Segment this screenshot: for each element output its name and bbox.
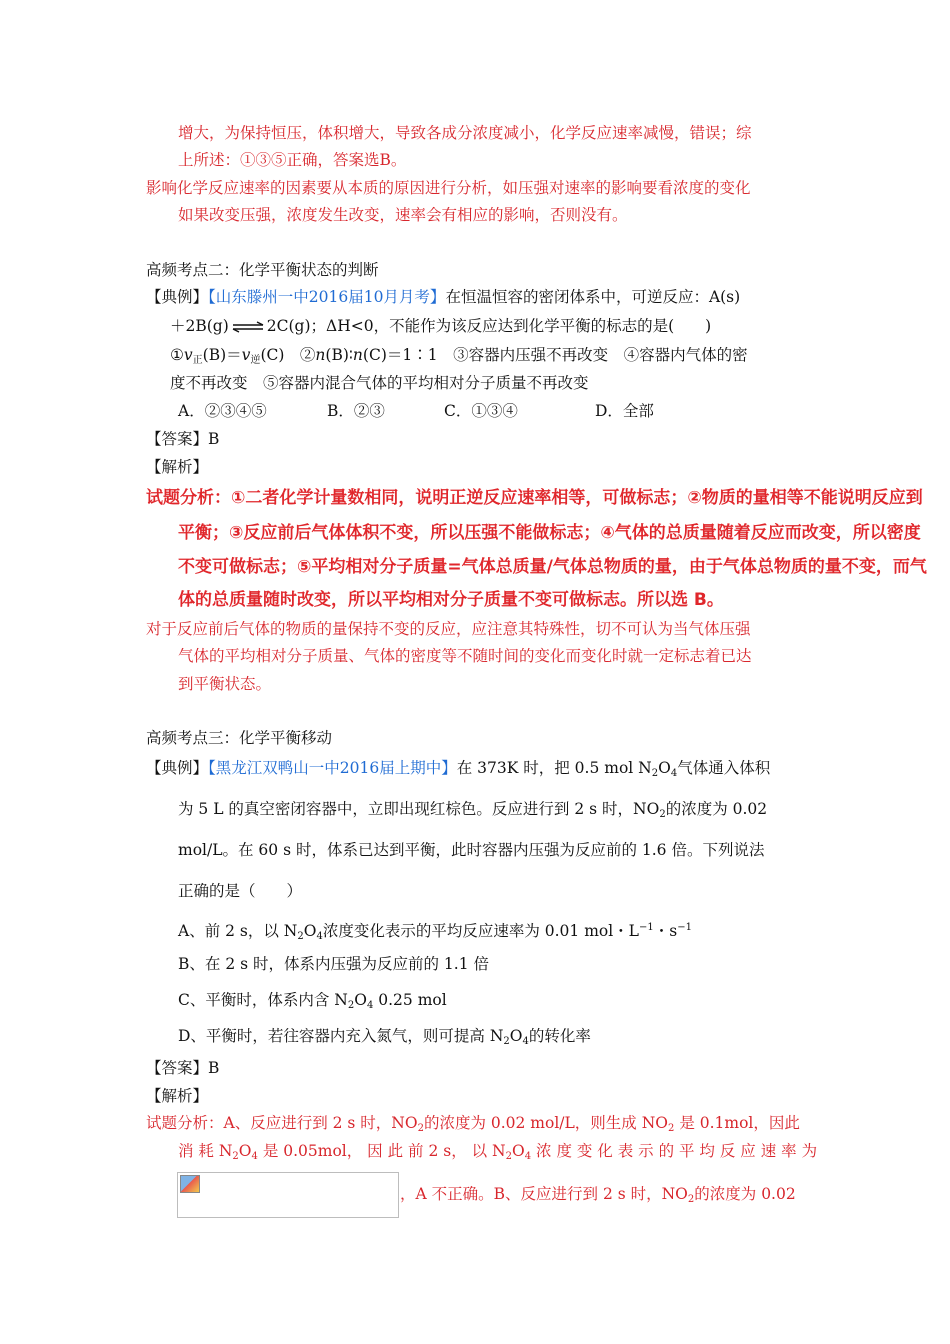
subscript: 2 [651,768,659,779]
tip-text-line: 影响化学反应速率的因素要从本质的原因进行分析，如压强对速率的影响要看浓度的变化 [146,179,751,197]
answer-label: 【答案】B [146,1059,220,1077]
section-title: 高频考点三：化学平衡移动 [146,729,333,747]
source-tag: 【山东滕州一中2016届10月月考】 [208,288,446,306]
subscript: 逆 [250,355,261,366]
example-tag: 【典例】 [146,759,209,777]
broken-image-placeholder [177,1172,399,1218]
question-text: ＋2B(g) [170,317,229,335]
option-a: A．②③④⑤ [178,402,267,420]
source-tag: 【黑龙江双鸭山一中2016届上期中】 [208,759,457,777]
subscript: 2 [505,1151,512,1162]
question-text: 为 5 L 的真空密闭容器中，立即出现红棕色。反应进行到 2 s 时，NO [178,800,660,818]
analysis-text-line [400,1183,796,1211]
option-text: C、平衡时，体系内含 N [178,991,348,1009]
analysis-text: 消 耗 N [178,1142,233,1160]
analysis-text-line [146,1112,800,1140]
analysis-text: O [238,1142,252,1160]
variable-v: v [241,346,251,364]
variable-n: n [352,346,363,364]
analysis-text-line [178,1140,817,1168]
section-title: 高频考点二：化学平衡状态的判断 [146,261,379,279]
question-text: (C) ② [260,346,316,364]
question-text: O [658,759,671,777]
question-text: ① [170,346,184,364]
option-text: D、平衡时，若往容器内充入氮气，则可提高 N [178,1027,504,1045]
option-text: 浓度变化表示的平均反应速率为 0.01 mol・L [322,922,639,940]
analysis-text-line: 上所述：①③⑤正确，答案选B。 [178,151,407,169]
analysis-label: 【解析】 [146,458,209,476]
analysis-text: 是 0.1mol，因此 [674,1114,800,1132]
variable-n: n [315,346,326,364]
question-line: 度不再改变 ⑤容器内混合气体的平均相对分子质量不再改变 [170,374,589,392]
question-line [170,344,748,372]
question-line [146,286,740,308]
subscript: 2 [659,809,666,820]
subscript: 2 [347,1000,355,1011]
subscript: 2 [297,931,304,942]
question-text: 在恒温恒容的密闭体系中，可逆反应：A(s) [445,288,741,306]
answer-label: 【答案】B [146,430,220,448]
question-text: (B)∶ [325,346,353,364]
analysis-text: ，A 不正确。B、反应进行到 2 s 时，NO [400,1185,688,1203]
subscript: 2 [687,1194,695,1205]
option-text: 0.25 mol [373,991,447,1009]
option-d [178,1025,591,1053]
analysis-text: 浓 度 变 化 表 示 的 平 均 反 应 速 率 为 [531,1142,818,1160]
question-text: 气体通入体积 [677,759,771,777]
subscript: 2 [417,1123,424,1134]
option-c [178,989,447,1017]
equilibrium-arrow-icon [231,321,265,333]
option-d: D．全部 [595,402,654,420]
subscript: 4 [366,1000,374,1011]
option-text: 的转化率 [528,1027,591,1045]
option-text: A、前 2 s，以 N [178,922,298,940]
tip-text-line: 如果改变压强，浓度发生改变，速率会有相应的影响，否则没有。 [178,206,628,224]
tip-text-line: 到平衡状态。 [178,675,272,693]
question-line: mol/L。在 60 s 时，体系已达到平衡，此时容器内压强为反应前的 1.6 倍。下列说法 [178,841,765,859]
tip-text-line: 对于反应前后气体的物质的量保持不变的反应，应注意其特殊性，切不可认为当气体压强 [146,620,751,638]
subscript: 正 [192,355,203,366]
broken-image-icon [180,1175,200,1193]
analysis-text: 的浓度为 0.02 [694,1185,796,1203]
analysis-text-line: 体的总质量随时改变，所以平均相对分子质量不变可做标志。所以选 B。 [178,590,724,610]
analysis-text-line: 试题分析：①二者化学计量数相同，说明正逆反应速率相等，可做标志；②物质的量相等不能说明反应到 [146,488,923,508]
analysis-label: 【解析】 [146,1087,209,1105]
superscript: −1 [677,922,692,933]
subscript: 2 [668,1123,675,1134]
option-b: B、在 2 s 时，体系内压强为反应前的 1.1 倍 [178,955,489,973]
subscript: 4 [670,768,678,779]
variable-v: v [183,346,193,364]
subscript: 4 [522,1036,529,1047]
superscript: −1 [638,922,654,933]
question-line [178,798,767,826]
option-text: O [354,991,367,1009]
question-text: 的浓度为 0.02 [665,800,768,818]
analysis-text-line: 增大，为保持恒压，体积增大，导致各成分浓度减小，化学反应速率减慢，错误；综 [178,124,752,142]
option-a [178,917,692,948]
analysis-text: 是 0.05mol， 因 此 前 2 s， 以 N [257,1142,506,1160]
question-line [146,757,770,785]
analysis-text-line: 平衡；③反应前后气体体积不变，所以压强不能做标志；④气体的总质量随着反应而改变，所以密度 [178,523,921,543]
question-text: (C)＝1∶1 ③容器内压强不再改变 ④容器内气体的密 [362,346,748,364]
option-b: B．②③ [327,402,385,420]
option-text: O [303,922,317,940]
question-text: 2C(g)；ΔH<0，不能作为该反应达到化学平衡的标志的是( ) [266,317,712,335]
option-text: O [509,1027,523,1045]
subscript: 4 [524,1151,532,1162]
subscript: 4 [251,1151,258,1162]
question-text: (B)＝ [202,346,242,364]
option-text: ・s [653,922,678,940]
question-text: 在 373K 时，把 0.5 mol N [456,759,652,777]
subscript: 4 [316,931,323,942]
question-line [170,315,711,337]
analysis-text: O [512,1142,525,1160]
subscript: 2 [232,1151,239,1162]
analysis-text-line: 不变可做标志；⑤平均相对分子质量=气体总质量/气体总物质的量，由于气体总物质的量不变，而气 [178,557,927,577]
question-line: 正确的是（ ） [178,882,303,900]
option-c: C．①③④ [444,402,518,420]
example-tag: 【典例】 [146,288,209,306]
analysis-text: 的浓度为 0.02 mol/L，则生成 NO [423,1114,669,1132]
tip-text-line: 气体的平均相对分子质量、气体的密度等不随时间的变化而变化时就一定标志着已达 [178,647,752,665]
subscript: 2 [503,1036,510,1047]
analysis-text: 试题分析：A、反应进行到 2 s 时，NO [146,1114,418,1132]
